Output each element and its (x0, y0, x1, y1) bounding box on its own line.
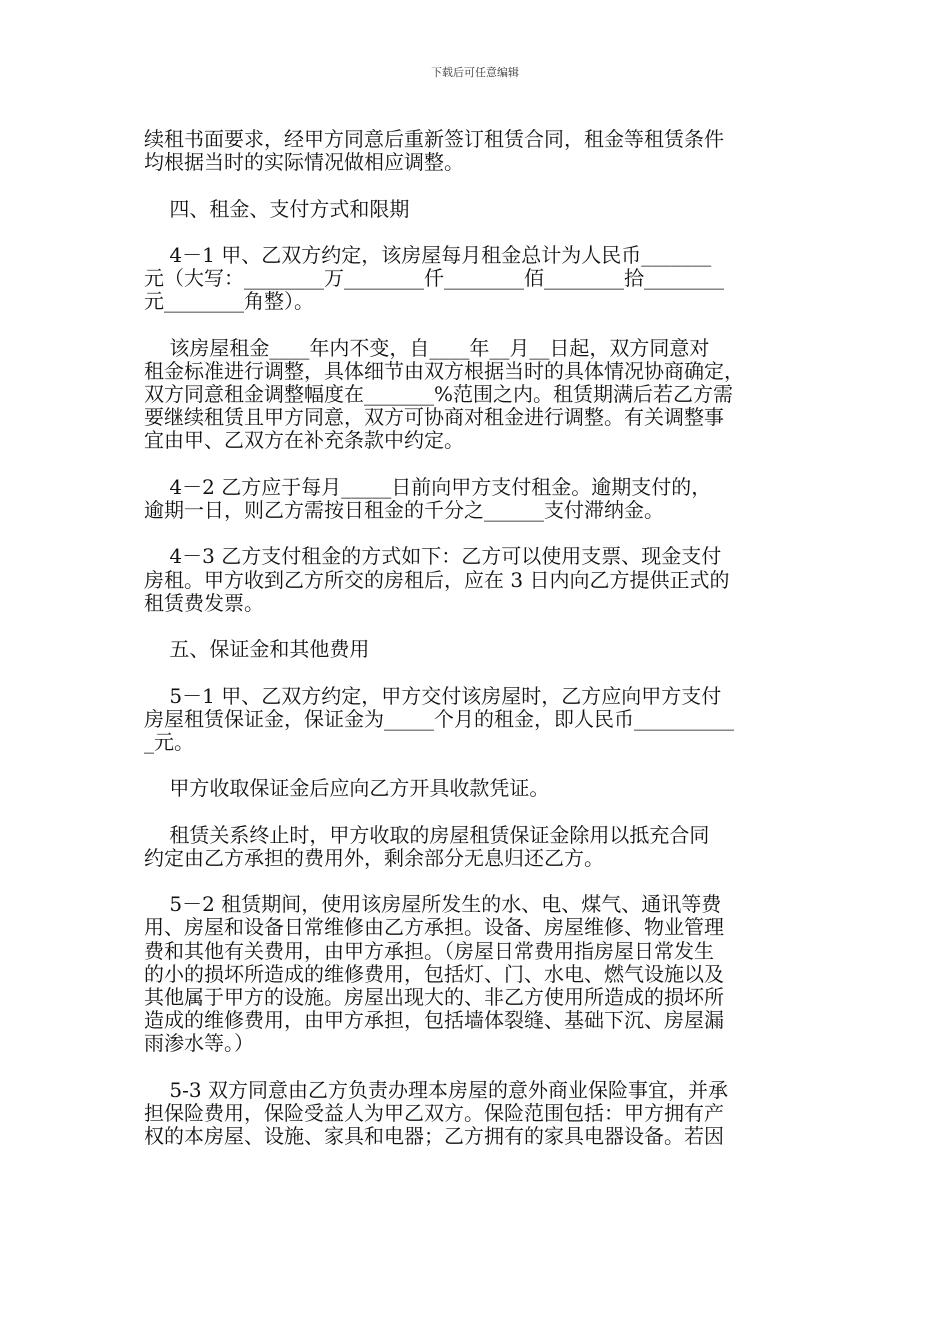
paragraph (144, 1079, 808, 1149)
paragraph-line: 房屋租赁保证金，保证金为_____个月的租金，即人民币__________ (144, 706, 734, 731)
paragraph-spacer (144, 221, 808, 244)
paragraph (144, 893, 808, 1055)
paragraph-line: 造成的维修费用，由甲方承担，包括墙体裂缝、基础下沉、房屋漏 (144, 1008, 724, 1033)
paragraph-spacer (144, 754, 808, 777)
paragraph-spacer (144, 174, 808, 197)
paragraph-spacer (144, 1056, 808, 1079)
paragraph-line: 4－1 甲、乙双方约定，该房屋每月租金总计为人民币_______ (144, 242, 712, 267)
page-header-note: 下载后可任意编辑 (431, 66, 519, 79)
paragraph (144, 337, 808, 453)
paragraph-line: 4－2 乙方应于每月_____日前向甲方支付租金。逾期支付的， (144, 474, 712, 499)
paragraph (144, 777, 808, 800)
paragraph-spacer (144, 661, 808, 684)
paragraph-line: 宜由甲、乙双方在补充条款中约定。 (144, 428, 464, 453)
paragraph-line: 元________角整）。 (144, 289, 314, 314)
paragraph-spacer (144, 522, 808, 545)
paragraph-spacer (144, 870, 808, 893)
paragraph (144, 244, 808, 314)
paragraph-line: 甲方收取保证金后应向乙方开具收款凭证。 (144, 776, 550, 801)
paragraph (144, 545, 808, 615)
paragraph-line: 担保险费用，保险受益人为甲乙双方。保险范围包括：甲方拥有产 (144, 1100, 724, 1125)
paragraph-line: 五、保证金和其他费用 (144, 637, 370, 662)
paragraph-line: 的小的损坏所造成的维修费用，包括灯、门、水电、燃气设施以及 (144, 961, 724, 986)
document-body (144, 128, 808, 1148)
paragraph-line: 租金标准进行调整，具体细节由双方根据当时的具体情况协商确定， (144, 358, 744, 383)
paragraph-spacer (144, 800, 808, 823)
paragraph-line: 约定由乙方承担的费用外，剩余部分无息归还乙方。 (144, 845, 604, 870)
paragraph (144, 685, 808, 755)
paragraph-line: 费和其他有关费用，由甲方承担。（房屋日常费用指房屋日常发生 (144, 938, 714, 963)
paragraph-line: 其他属于甲方的设施。房屋出现大的、非乙方使用所造成的损坏所 (144, 984, 724, 1009)
paragraph-line: 续租书面要求，经甲方同意后重新签订租赁合同，租金等租赁条件 (144, 127, 724, 151)
paragraph-line: 该房屋租金____年内不变，自____年__月__日起，双方同意对 (144, 335, 710, 360)
paragraph (144, 128, 808, 174)
paragraph-line: 5－1 甲、乙双方约定，甲方交付该房屋时，乙方应向甲方支付 (144, 683, 722, 708)
paragraph-line: 房租。甲方收到乙方所交的房租后，应在 3 日内向乙方提供正式的 (144, 567, 730, 592)
paragraph-line: 雨渗水等。） (144, 1031, 254, 1056)
paragraph-line: 四、租金、支付方式和限期 (144, 196, 410, 221)
paragraph-spacer (144, 615, 808, 638)
paragraph-line: 权的本房屋、设施、家具和电器；乙方拥有的家具电器设备。若因 (144, 1124, 724, 1149)
paragraph-line: 元（大写：________万________仟________佰________拾________ (144, 266, 724, 291)
paragraph (144, 198, 808, 221)
paragraph-line: _元。 (144, 729, 194, 754)
paragraph-line: 5-3 双方同意由乙方负责办理本房屋的意外商业保险事宜，并承 (144, 1077, 728, 1102)
paragraph (144, 824, 808, 870)
paragraph-line: 要继续租赁且甲方同意，双方可协商对租金进行调整。有关调整事 (144, 405, 724, 430)
paragraph (144, 638, 808, 661)
paragraph (144, 476, 808, 522)
paragraph-spacer (144, 314, 808, 337)
paragraph-line: 均根据当时的实际情况做相应调整。 (144, 150, 464, 175)
paragraph-line: 租赁关系终止时，甲方收取的房屋租赁保证金除用以抵充合同 (144, 822, 710, 847)
paragraph-line: 4－3 乙方支付租金的方式如下：乙方可以使用支票、现金支付 (144, 544, 722, 569)
paragraph-line: 双方同意租金调整幅度在_______%范围之内。租赁期满后若乙方需 (144, 382, 734, 407)
paragraph-line: 逾期一日，则乙方需按日租金的千分之______支付滞纳金。 (144, 498, 664, 522)
paragraph-line: 租赁费发票。 (144, 590, 264, 615)
paragraph-line: 用、房屋和设备日常维修由乙方承担。设备、房屋维修、物业管理 (144, 915, 724, 940)
paragraph-spacer (144, 453, 808, 476)
paragraph-line: 5－2 租赁期间，使用该房屋所发生的水、电、煤气、通讯等费 (144, 892, 722, 917)
